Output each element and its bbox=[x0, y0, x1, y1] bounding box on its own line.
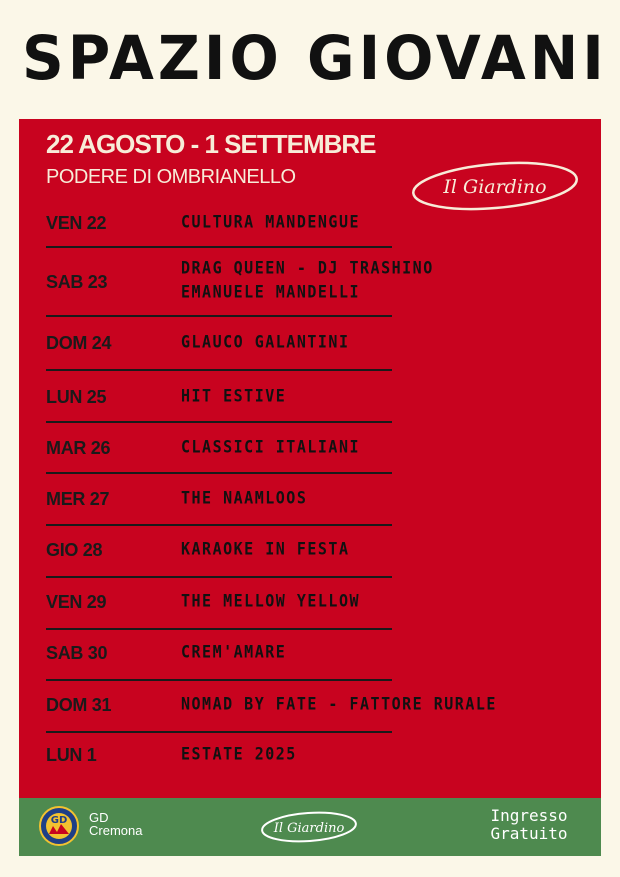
schedule-act: DRAG QUEEN - DJ TRASHINO bbox=[181, 257, 434, 278]
schedule-act: CLASSICI ITALIANI bbox=[181, 436, 361, 457]
footer-bar bbox=[19, 798, 601, 856]
schedule-row bbox=[19, 253, 601, 305]
schedule-row bbox=[19, 327, 601, 379]
schedule-act: THE MELLOW YELLOW bbox=[181, 590, 361, 611]
gd-badge-label: GD bbox=[50, 815, 68, 826]
row-divider bbox=[46, 472, 392, 474]
schedule-row bbox=[19, 483, 601, 535]
gd-cremona-badge-icon bbox=[39, 806, 79, 846]
schedule-row bbox=[19, 381, 601, 433]
row-divider bbox=[46, 576, 392, 578]
schedule-act: ESTATE 2025 bbox=[181, 743, 297, 764]
schedule-act: GLAUCO GALANTINI bbox=[181, 331, 350, 352]
footer-logo-text: Il Giardino bbox=[273, 821, 345, 836]
schedule-day: SAB 30 bbox=[46, 643, 108, 663]
schedule-act: NOMAD BY FATE - FATTORE RURALE bbox=[181, 693, 497, 714]
schedule-day: VEN 29 bbox=[46, 592, 107, 612]
organizer-label bbox=[89, 811, 142, 837]
schedule-act: THE NAAMLOOS bbox=[181, 487, 308, 508]
row-divider bbox=[46, 679, 392, 681]
free-entry-label bbox=[479, 807, 579, 843]
row-divider bbox=[46, 524, 392, 526]
il-giardino-logo-text: Il Giardino bbox=[443, 176, 547, 198]
row-divider bbox=[46, 315, 392, 317]
event-dates: 22 AGOSTO - 1 SETTEMBRE bbox=[46, 129, 376, 159]
row-divider bbox=[46, 369, 392, 371]
schedule-day: SAB 23 bbox=[46, 272, 108, 292]
organizer-line-2: Cremona bbox=[89, 823, 143, 838]
schedule-day: MAR 26 bbox=[46, 438, 111, 458]
poster-title: SPAZIO GIOVANI bbox=[22, 22, 608, 94]
row-divider bbox=[46, 421, 392, 423]
schedule-panel bbox=[19, 119, 601, 798]
schedule-act: CREM'AMARE bbox=[181, 641, 287, 662]
schedule-day: GIO 28 bbox=[46, 540, 103, 560]
schedule-row bbox=[19, 534, 601, 586]
row-divider bbox=[46, 731, 392, 733]
schedule-day: MER 27 bbox=[46, 489, 110, 509]
organizer-line-1: GD bbox=[89, 810, 109, 825]
footer-il-giardino-logo bbox=[259, 810, 359, 844]
schedule-row bbox=[19, 207, 601, 259]
schedule-row bbox=[19, 637, 601, 689]
schedule-act: KARAOKE IN FESTA bbox=[181, 538, 350, 559]
schedule-day: LUN 1 bbox=[46, 745, 97, 765]
schedule-day: VEN 22 bbox=[46, 213, 107, 233]
schedule-act: HIT ESTIVE bbox=[181, 385, 287, 406]
row-divider bbox=[46, 628, 392, 630]
entry-line-2: Gratuito bbox=[490, 824, 568, 843]
schedule-act-line-2: EMANUELE MANDELLI bbox=[181, 281, 361, 302]
schedule-act: CULTURA MANDENGUE bbox=[181, 211, 361, 232]
schedule-row bbox=[19, 586, 601, 638]
event-venue: PODERE DI OMBRIANELLO bbox=[46, 166, 296, 188]
schedule-day: DOM 24 bbox=[46, 333, 112, 353]
schedule-row bbox=[19, 689, 601, 741]
entry-line-1: Ingresso bbox=[490, 806, 568, 825]
row-divider bbox=[46, 246, 392, 248]
il-giardino-logo bbox=[409, 159, 581, 211]
schedule-row bbox=[19, 432, 601, 484]
schedule-row bbox=[19, 739, 601, 791]
schedule-day: LUN 25 bbox=[46, 387, 107, 407]
schedule-day: DOM 31 bbox=[46, 695, 112, 715]
